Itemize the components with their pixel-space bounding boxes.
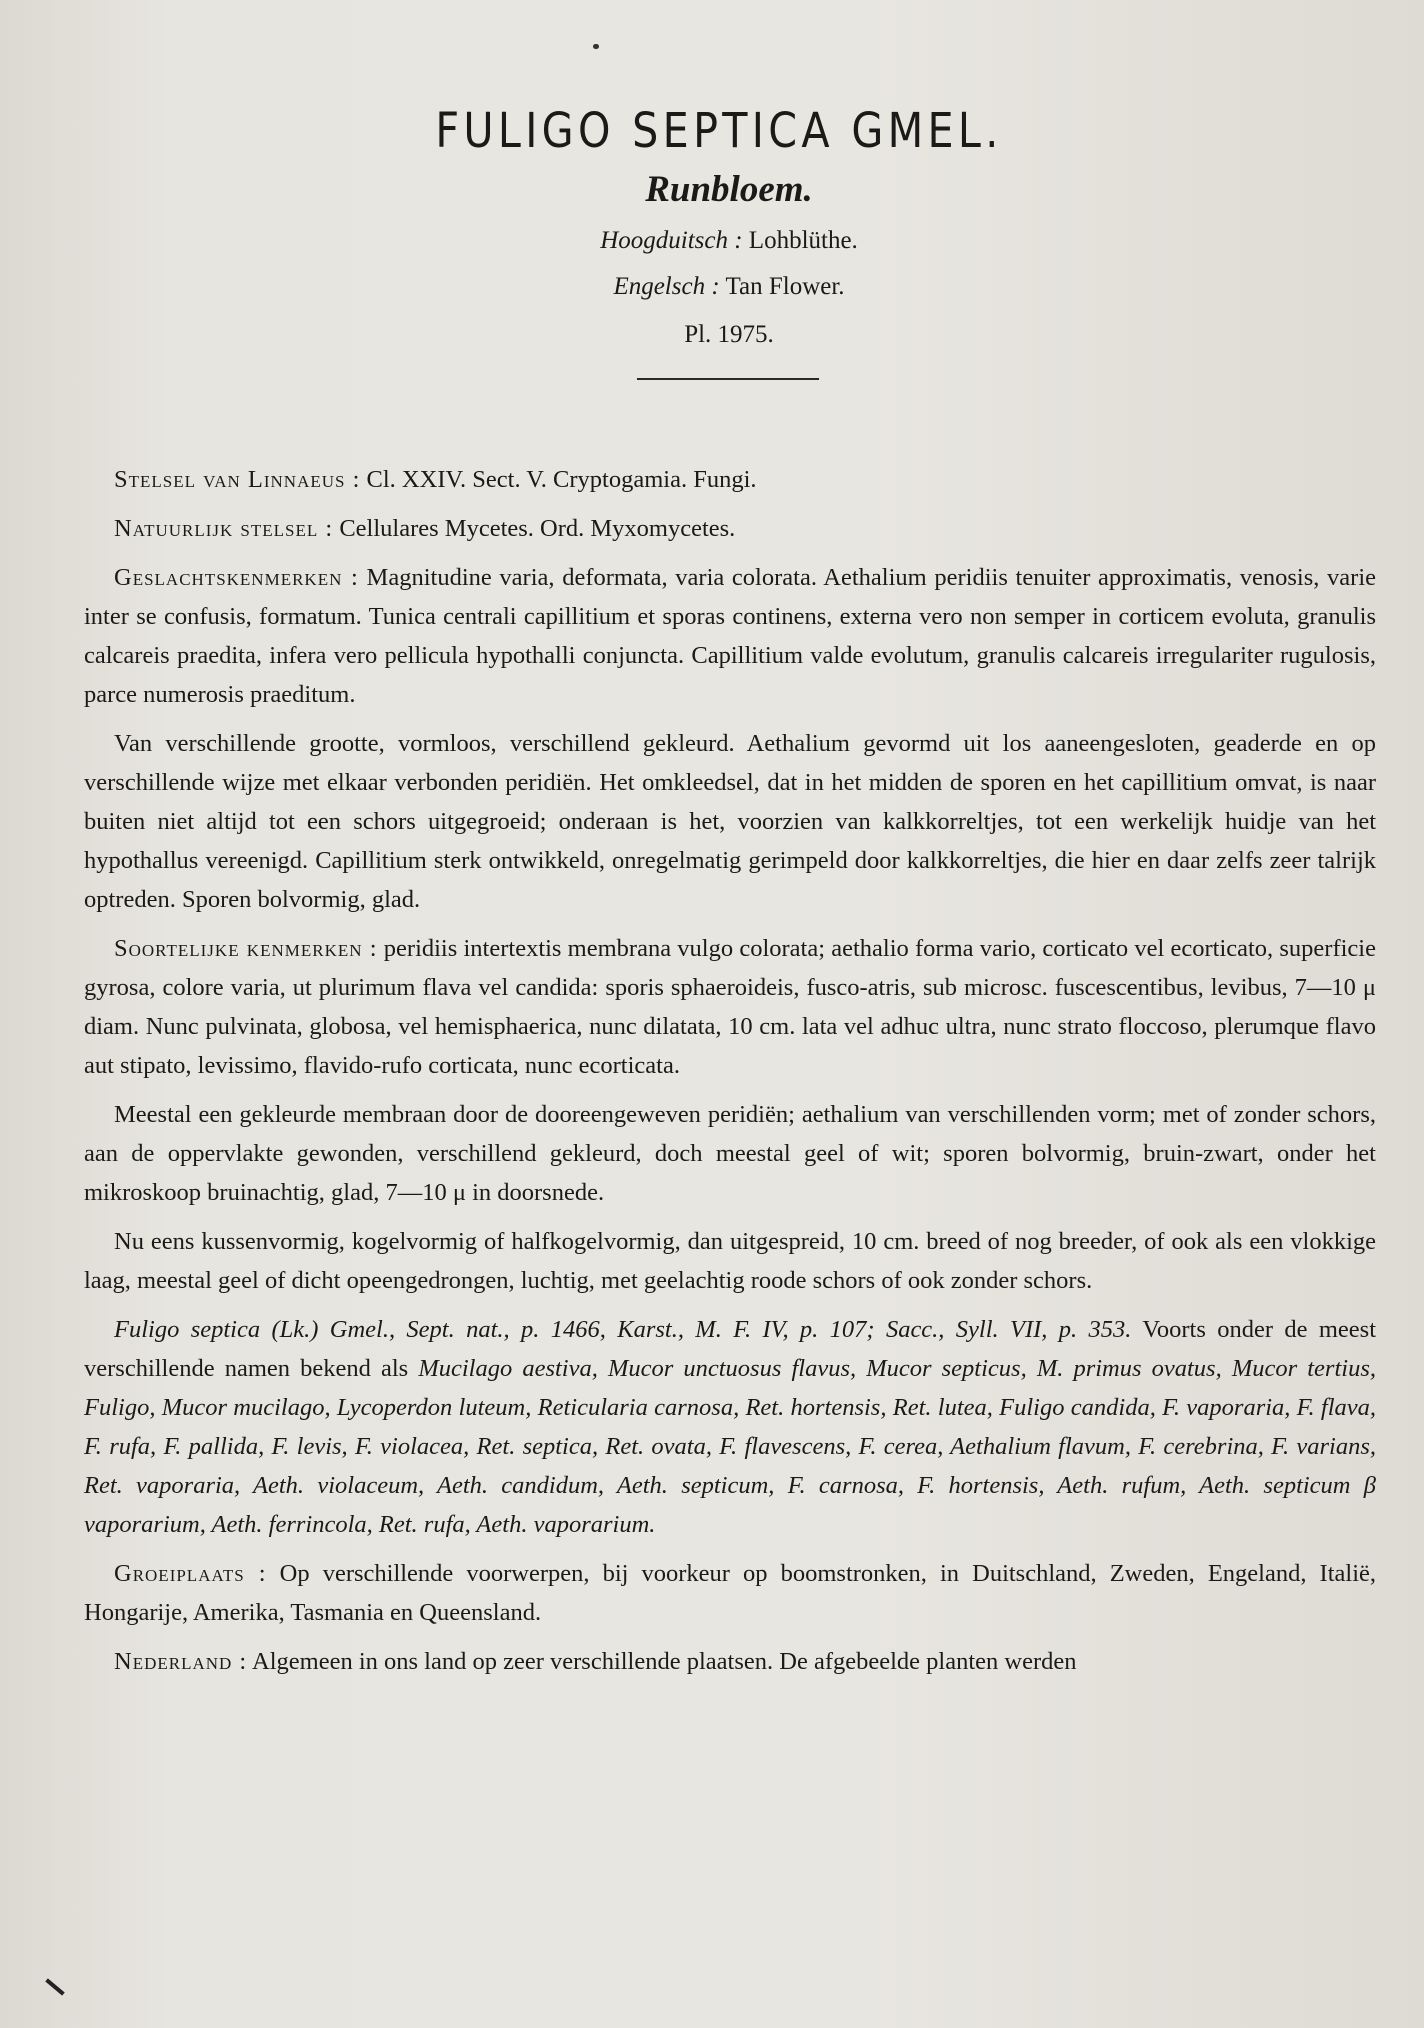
synonyms-paragraph <box>84 1310 1376 1544</box>
linnaeus-label: Stelsel van Linnaeus : <box>114 466 361 493</box>
netherlands-label: Nederland : <box>114 1648 248 1675</box>
natural-system-text: Cellulares Mycetes. Ord. Myxomycetes. <box>339 515 736 542</box>
margin-pen-mark <box>45 1978 64 1995</box>
genus-latin-text: Magnitudine varia, deformata, varia colorata. Aethalium peridiis tenuiter approximatis, venosis, varie inter se confusis, formatum. Tunica centrali capillitium et sporas continens, externa vero non semper in corticem evoluta, granulis calcareis praedita, infera vero pellicula hypothalli conjuncta. Capillitium valde evolutum, granulis calcareis irregulariter rugulosis, parce numerosis praeditum. <box>84 564 1377 708</box>
english-label: Engelsch : <box>613 273 720 300</box>
natural-system-paragraph <box>84 509 1376 548</box>
species-dutch-paragraph-2: Nu eens kussenvormig, kogelvormig of halfkogelvormig, dan uitgespreid, 10 cm. breed of nog breeder, of ook als een vlokkige laag, meestal geel of dicht opeengedrongen, luchtig, met geelachtig roode schors of ook zonder schors. <box>84 1228 1376 1294</box>
species-latin-paragraph <box>84 929 1376 1085</box>
page-header <box>0 100 1424 380</box>
synonyms-list: Mucilago aestiva, Mucor unctuosus flavus, Mucor septicus, M. primus ovatus, Mucor tertius, Fuligo, Mucor mucilago, Lycoperdon luteum, Reticularia carnosa, Ret. hortensis, Ret. lutea, Fuligo candida, F. vaporaria, F. flava, F. rufa, F. pallida, F. levis, F. violacea, Ret. septica, Ret. ovata, F. flavescens, F. cerea, Aethalium flavum, F. cerebrina, F. varians, Ret. vaporaria, Aeth. violaceum, Aeth. candidum, Aeth. septicum, F. carnosa, F. hortensis, Aeth. rufum, Aeth. septicum β vaporarium, Aeth. ferrincola, Ret. rufa, Aeth. vaporarium. <box>84 1355 1376 1538</box>
header-rule <box>637 378 819 380</box>
page-body <box>84 460 1376 1691</box>
habitat-text: Op verschillende voorwerpen, bij voorkeur op boomstronken, in Duitschland, Zweden, Engeland, Italië, Hongarije, Amerika, Tasmania en Queensland. <box>84 1560 1377 1626</box>
english-name-line <box>34 264 1424 310</box>
english-name: Tan Flower. <box>725 273 845 300</box>
natural-system-label: Natuurlijk stelsel : <box>114 515 334 542</box>
species-latin-text: peridiis intertextis membrana vulgo colorata; aethalio forma vario, corticato vel ecorticato, superficie gyrosa, colore varia, ut plurimum flava vel candida: sporis sphaeroideis, fusco-atris, sub microsc. fuscescentibus, levibus, 7—10 μ diam. Nunc pulvinata, globosa, vel hemisphaerica, nunc dilatata, 10 cm. lata vel adhuc ultra, nunc strato floccoso, plerumque flavo aut stipato, levissimo, flavido-rufo corticata, nunc ecorticata. <box>84 935 1376 1079</box>
linnaeus-paragraph <box>84 460 1376 499</box>
german-name-line <box>34 218 1424 264</box>
common-name: Runbloem. <box>645 169 813 210</box>
plate-number: Pl. 1975. <box>684 321 774 348</box>
german-label: Hoogduitsch : <box>600 227 743 254</box>
netherlands-text: Algemeen in ons land op zeer verschillende plaatsen. De afgebeelde planten werden <box>252 1648 1077 1675</box>
species-label: Soortelijke kenmerken : <box>114 935 378 962</box>
ink-speck <box>593 44 599 49</box>
genus-dutch-paragraph: Van verschillende grootte, vormloos, verschillend gekleurd. Aethalium gevormd uit los aaneengesloten, geaderde en op verschillende wijze met elkaar verbonden peridiën. Het omkleedsel, dat in het midden de sporen en het capillitium omvat, is naar buiten niet altijd tot een schors uitgegroeid; onderaan is het, voorzien van kalkkorreltjes, tot een werkelijk huidje van het hypothallus vereenigd. Capillitium sterk ontwikkeld, onregelmatig gerimpeld door kalkkorreltjes, die hier en daar zelfs zeer talrijk optreden. Sporen bolvormig, glad. <box>84 730 1376 913</box>
page-title: FULIGO SEPTICA GMEL. <box>435 103 1003 159</box>
habitat-paragraph <box>84 1554 1376 1632</box>
genus-label: Geslachtskenmerken : <box>114 564 359 591</box>
species-dutch-paragraph-1: Meestal een gekleurde membraan door de dooreengeweven peridiën; aethalium van verschillenden vorm; met of zonder schors, aan de oppervlakte gewonden, verschillend gekleurd, doch meestal geel of wit; sporen bolvormig, bruin-zwart, onder het mikroskoop bruinachtig, glad, 7—10 μ in doorsnede. <box>84 1101 1376 1206</box>
german-name: Lohblüthe. <box>748 227 858 254</box>
netherlands-paragraph <box>84 1642 1376 1681</box>
synonyms-citation: Fuligo septica (Lk.) Gmel., Sept. nat., p. 1466, Karst., M. F. IV, p. 107; Sacc., Syll. VII, p. 353. <box>114 1316 1132 1343</box>
habitat-label: Groeiplaats : <box>114 1560 267 1587</box>
linnaeus-text: Cl. XXIV. Sect. V. Cryptogamia. Fungi. <box>366 466 757 493</box>
synonyms-intro: Voorts onder de meest verschillende namen bekend als <box>84 1316 1376 1382</box>
genus-latin-paragraph <box>84 558 1376 714</box>
